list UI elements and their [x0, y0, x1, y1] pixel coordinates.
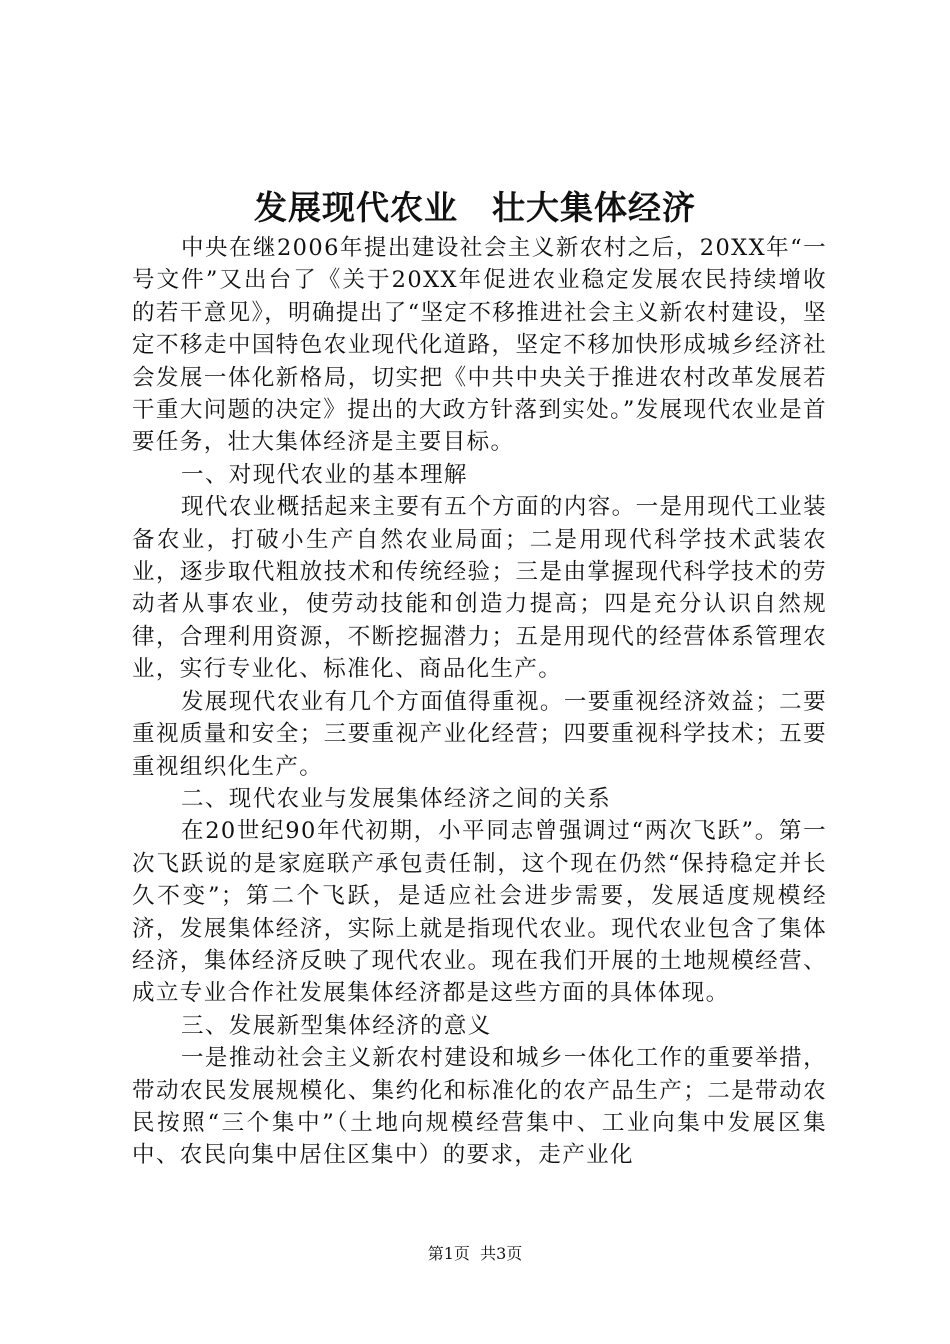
document-body — [132, 232, 827, 1172]
page-number-footer: 第1页 共3页 — [427, 1244, 523, 1263]
paragraph-significance: 一是推动社会主义新农村建设和城乡一体化工作的重要举措，带动农民发展规模化、集约化和标准化的农产品生产；二是带动农民按照“三个集中”（土地向规模经营集中、工业向集中发展区集中、农民向集中居住区集中）的要求，走产业化 — [132, 1045, 827, 1169]
paragraph-modern-agriculture-priorities: 发展现代农业有几个方面值得重视。一要重视经济效益；二要重视质量和安全；三要重视产业化经营；四要重视科学技术；五要重视组织化生产。 — [132, 688, 827, 780]
paragraph-two-leaps: 在20世纪90年代初期，小平同志曾强调过“两次飞跃”。第一次飞跃说的是家庭联产承包责任制，这个现在仍然“保持稳定并长久不变”；第二个飞跃，是适应社会进步需要，发展适度规模经济，发展集体经济，实际上就是指现代农业。现代农业包含了集体经济，集体经济反映了现代农业。现在我们开展的土地规模经营、成立专业合作社发展集体经济都是这些方面的具体体现。 — [132, 818, 827, 1007]
paragraph-intro: 中央在继2006年提出建设社会主义新农村之后，20XX年“一号文件”又出台了《关于20XX年促进农业稳定发展农民持续增收的若干意见》，明确提出了“坚定不移推进社会主义新农村建设，坚定不移走中国特色农业现代化道路，坚定不移加快形成城乡经济社会发展一体化新格局，切实把《中共中央关于推进农村改革发展若干重大问题的决定》提出的大政方针落到实处。”发展现代农业是首要任务，壮大集体经济是主要目标。 — [132, 235, 827, 456]
section-heading-2: 二、现代农业与发展集体经济之间的关系 — [181, 785, 612, 812]
section-heading-1: 一、对现代农业的基本理解 — [181, 461, 468, 488]
document-title: 发展现代农业 壮大集体经济 — [254, 188, 696, 227]
paragraph-modern-agriculture-content: 现代农业概括起来主要有五个方面的内容。一是用现代工业装备农业，打破小生产自然农业局面；二是用现代科学技术武装农业，逐步取代粗放技术和传统经验；三是由掌握现代科学技术的劳动者从事农业，使劳动技能和创造力提高；四是充分认识自然规律，合理利用资源，不断挖掘潜力；五是用现代的经营体系管理农业，实行专业化、标准化、商品化生产。 — [132, 494, 827, 683]
section-heading-3: 三、发展新型集体经济的意义 — [181, 1012, 492, 1039]
